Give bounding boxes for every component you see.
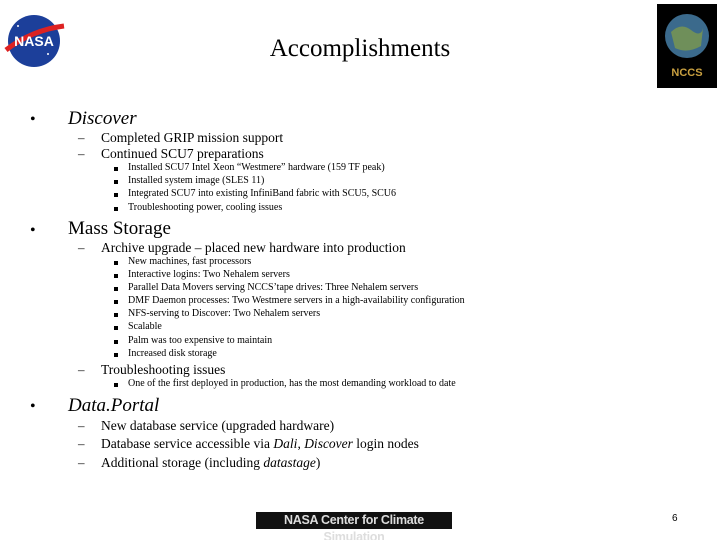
dash-icon: – (78, 455, 85, 470)
dash-icon: – (78, 418, 85, 433)
bullet-icon: • (30, 398, 36, 415)
square-bullet-icon (114, 300, 118, 304)
square-bullet-icon (114, 326, 118, 330)
section-heading: Mass Storage (68, 218, 171, 239)
square-bullet-icon (114, 193, 118, 197)
sub-item: Scalable (128, 321, 162, 332)
text: , (297, 436, 305, 451)
list-item: Completed GRIP mission support (101, 130, 284, 145)
square-bullet-icon (114, 340, 118, 344)
text: login nodes (352, 436, 419, 451)
sub-item: Integrated SCU7 into existing InfiniBand fabric with SCU5, SCU6 (128, 188, 397, 199)
text-em: datastage (263, 455, 316, 470)
square-bullet-icon (114, 180, 118, 184)
list-item: Troubleshooting issues (101, 362, 226, 377)
page-number: 6 (672, 513, 678, 524)
sub-item: DMF Daemon processes: Two Westmere servers in a high-availability configuration (128, 295, 465, 306)
square-bullet-icon (114, 287, 118, 291)
text: Database service accessible via (101, 436, 274, 451)
bullet-icon: • (30, 222, 36, 239)
square-bullet-icon (114, 207, 118, 211)
square-bullet-icon (114, 313, 118, 317)
dash-icon: – (78, 240, 85, 255)
list-item (101, 456, 320, 470)
sub-item: NFS-serving to Discover: Two Nehalem servers (128, 308, 321, 319)
list-item: Continued SCU7 preparations (101, 146, 264, 161)
square-bullet-icon (114, 261, 118, 265)
section-heading: Data.Portal (68, 395, 160, 416)
section-heading: Discover (68, 108, 137, 129)
footer-logo: NASA Center for Climate Simulation (256, 512, 452, 529)
dash-icon: – (78, 436, 85, 451)
sub-item: Interactive logins: Two Nehalem servers (128, 269, 290, 280)
square-bullet-icon (114, 383, 118, 387)
text: ) (315, 455, 321, 470)
sub-item: Increased disk storage (128, 348, 217, 359)
svg-text:NASA: NASA (14, 33, 54, 49)
text-em: Dali (273, 436, 298, 451)
text-em: Discover (304, 436, 353, 451)
square-bullet-icon (114, 274, 118, 278)
nccs-logo (657, 4, 717, 88)
list-item: New database service (upgraded hardware) (101, 418, 335, 433)
list-item: Archive upgrade – placed new hardware into production (101, 240, 406, 255)
sub-item: Installed system image (SLES 11) (128, 175, 265, 186)
bullet-icon: • (30, 111, 36, 128)
sub-item: Parallel Data Movers serving NCCS’tape drives: Three Nehalem servers (128, 282, 419, 293)
sub-item: New machines, fast processors (128, 256, 252, 267)
svg-text:NCCS: NCCS (671, 67, 703, 79)
sub-item: Troubleshooting power, cooling issues (128, 202, 283, 213)
text: Additional storage (including (101, 455, 264, 470)
sub-item: Palm was too expensive to maintain (128, 335, 273, 346)
square-bullet-icon (114, 167, 118, 171)
dash-icon: – (78, 130, 85, 145)
dash-icon: – (78, 362, 85, 377)
sub-item: Installed SCU7 Intel Xeon “Westmere” hardware (159 TF peak) (128, 162, 385, 173)
list-item (101, 437, 419, 451)
dash-icon: – (78, 146, 85, 161)
sub-item: One of the first deployed in production, has the most demanding workload to date (128, 378, 456, 389)
slide-title: Accomplishments (269, 35, 451, 62)
square-bullet-icon (114, 353, 118, 357)
